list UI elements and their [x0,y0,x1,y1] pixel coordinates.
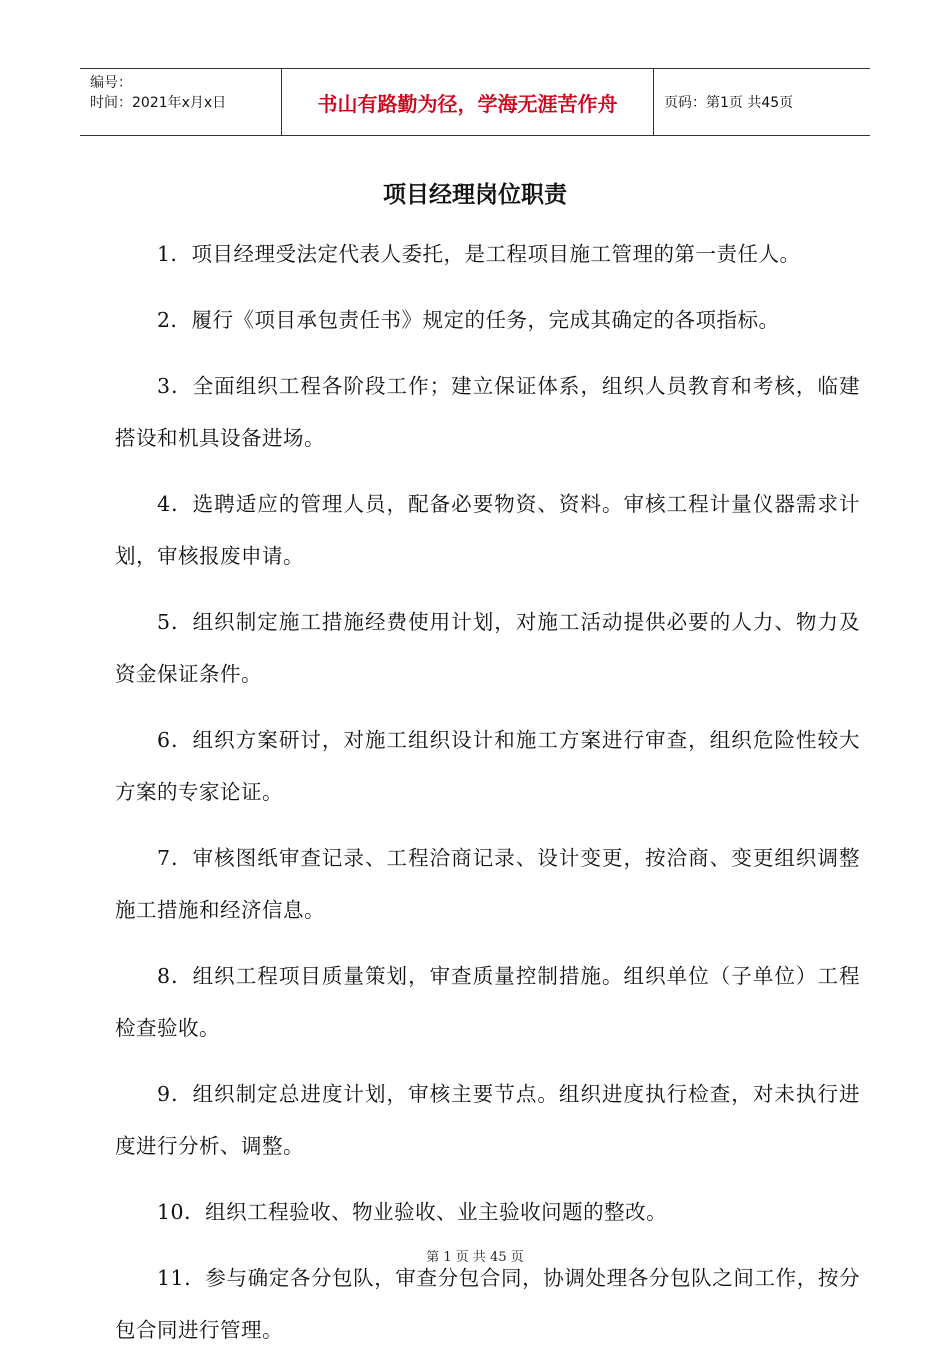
page-footer: 第 1 页 共 45 页 [426,1250,524,1265]
duty-item-5: 5．组织制定施工措施经费使用计划，对施工活动提供必要的人力、物力及资金保证条件。 [115,610,860,686]
duty-item-4: 4．选聘适应的管理人员，配备必要物资、资料。审核工程计量仪器需求计划，审核报废申请。 [115,492,860,568]
date-label: 时间：2021年x月x日 [90,95,227,111]
duty-item-9: 9．组织制定总进度计划，审核主要节点。组织进度执行检查，对未执行进度进行分析、调整。 [115,1082,860,1158]
duty-item-1: 1．项目经理受法定代表人委托，是工程项目施工管理的第一责任人。 [157,242,801,266]
duty-item-3: 3．全面组织工程各阶段工作；建立保证体系，组织人员教育和考核，临建搭设和机具设备进场。 [115,374,860,450]
page-header [80,68,870,136]
serial-number-label: 编号： [90,75,132,91]
duty-item-10: 10．组织工程验收、物业验收、业主验收问题的整改。 [157,1200,668,1224]
header-meta-cell [80,69,282,135]
document-body [115,228,860,1370]
duty-item-7: 7．审核图纸审查记录、工程洽商记录、设计变更，按洽商、变更组织调整施工措施和经济信息。 [115,846,860,922]
document-title: 项目经理岗位职责 [383,182,567,208]
duty-item-8: 8．组织工程项目质量策划，审查质量控制措施。组织单位（子单位）工程检查验收。 [115,964,860,1040]
header-motto: 书山有路勤为径，学海无涯苦作舟 [282,69,654,135]
duty-item-11: 11．参与确定各分包队，审查分包合同，协调处理各分包队之间工作，按分包合同进行管理。 [115,1266,860,1342]
header-page-info: 页码：第1页 共45页 [664,95,794,111]
duty-item-6: 6．组织方案研讨，对施工组织设计和施工方案进行审查，组织危险性较大方案的专家论证。 [115,728,860,804]
duty-item-2: 2．履行《项目承包责任书》规定的任务，完成其确定的各项指标。 [157,308,780,332]
